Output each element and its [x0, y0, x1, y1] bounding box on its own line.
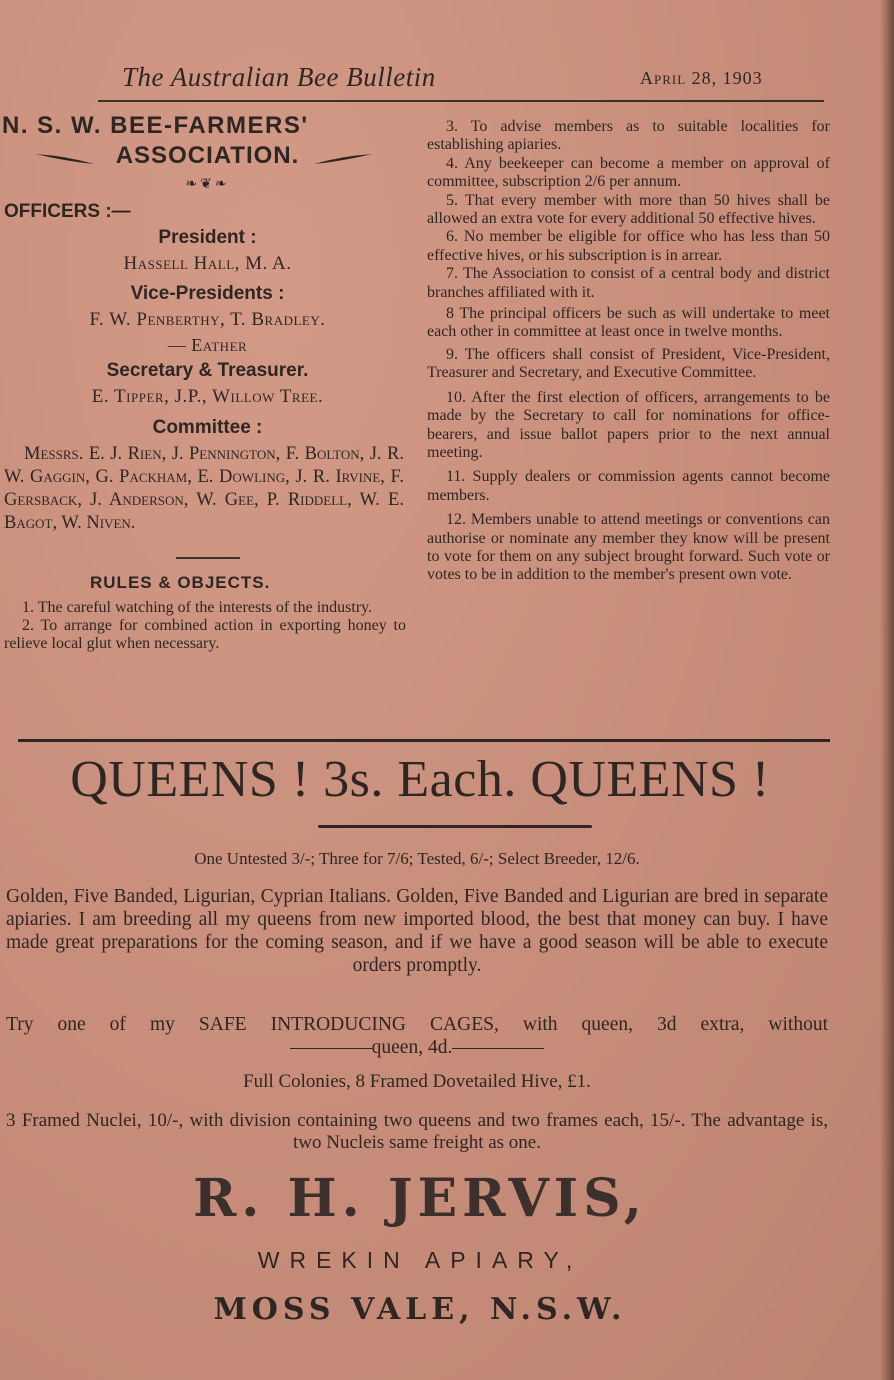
secretary-name: E. Tipper, J.P., Willow Tree.	[91, 386, 324, 407]
secretary-heading: Secretary & Treasurer.	[106, 360, 309, 381]
rule-item: 2. To arrange for combined action in exporting honey to relieve local glut when necessary.	[4, 617, 406, 652]
rule-item: 8 The principal officers be such as will undertake to meet each other in committee at least once in twelve months.	[427, 305, 830, 341]
association-column	[0, 112, 415, 653]
header-rule	[98, 100, 824, 102]
advert-cages-block	[6, 1013, 828, 1059]
advert-headline: QUEENS ! 3s. Each. QUEENS !	[70, 751, 770, 808]
association-name-line2: ASSOCIATION.	[115, 142, 300, 169]
advert-cages-end-text: queen, 4d.	[371, 1037, 453, 1058]
president-heading: President :	[158, 227, 257, 248]
section-divider	[176, 557, 240, 559]
vice-presidents-names: F. W. Penberthy, T. Bradley.	[89, 309, 326, 330]
rule-item: 6. No member be eligible for office who has less than 50 effective hives, or his subscription is in arrear.	[427, 228, 830, 264]
right-swoosh-ornament	[312, 152, 372, 166]
rule-item: 11. Supply dealers or commission agents cannot become members.	[427, 468, 830, 504]
page-header	[0, 60, 894, 100]
right-dash	[452, 1048, 544, 1049]
officers-heading: OFFICERS :—	[4, 201, 131, 222]
rule-item: 3. To advise members as to suitable localities for establishing apiaries.	[427, 118, 830, 154]
seller-location: MOSS VALE, N.S.W.	[213, 1292, 627, 1327]
rule-item: 12. Members unable to attend meetings or conventions can authorise or nominate any member they know will be present to vote for them on any subject brought forward. Such vote or votes to be in addition to the member's present own vote.	[427, 511, 830, 584]
headline-underline	[318, 825, 592, 828]
vice-president-extra: — Eather	[167, 335, 248, 355]
rules-heading: RULES & OBJECTS.	[90, 573, 271, 592]
rule-item: 1. The careful watching of the interests of the industry.	[22, 599, 373, 616]
rule-item: 4. Any beekeeper can become a member on approval of committee, subscription 2/6 per annum.	[427, 154, 830, 191]
apiary-name: WREKIN APIARY,	[257, 1247, 583, 1273]
rule-item: 5. That every member with more than 50 hives shall be allowed an extra vote for every additional 50 effective hives.	[427, 191, 830, 228]
advert-colonies: Full Colonies, 8 Framed Dovetailed Hive, £1.	[243, 1071, 591, 1092]
association-name-line2-block	[0, 140, 415, 174]
advert-prices: One Untested 3/-; Three for 7/6; Tested, 6/-; Select Breeder, 12/6.	[194, 849, 640, 868]
president-name: Hassell Hall, M. A.	[123, 253, 292, 274]
seller-name: R. H. JERVIS,	[193, 1168, 647, 1229]
advert-cages-end	[6, 1036, 828, 1059]
rule-item: 7. The Association to consist of a central body and district branches affiliated with it.	[427, 265, 830, 301]
advert-cages: Try one of my SAFE INTRODUCING CAGES, with queen, 3d extra, without	[6, 1014, 828, 1035]
committee-heading: Committee :	[152, 417, 263, 438]
issue-date: April 28, 1903	[640, 68, 763, 88]
page-edge-shadow	[880, 0, 894, 1380]
rules-right-list	[427, 118, 830, 585]
rule-item: 10. After the first election of officers, arrangements to be made by the Secretary to call for nominations for office-bearers, and issue ballot papers prior to the next annual meeting.	[427, 388, 830, 461]
advert-breeds: Golden, Five Banded, Ligurian, Cyprian Italians. Golden, Five Banded and Ligurian are bred in separate apiaries. I am breeding all my queens from new imported blood, the best that money can buy. I have made great preparations for the coming season, and if we have a good season will be able to execute orders promptly.	[6, 886, 828, 976]
advert-nuclei: 3 Framed Nuclei, 10/-, with division containing two queens and two frames each, 15/-. The advantage is, two Nucleis same freight as one.	[6, 1110, 828, 1153]
advert-top-rule	[18, 739, 830, 742]
publication-title: The Australian Bee Bulletin	[122, 62, 436, 92]
committee-members: Messrs. E. J. Rien, J. Pennington, F. Bolton, J. R. W. Gaggin, G. Packham, E. Dowling, J. R. Irvine, F. Gersback, J. Anderson, W. Gee, P. Riddell, W. E. Bagot, W. Niven.	[4, 444, 404, 533]
association-name-line1: N. S. W. BEE-FARMERS'	[2, 112, 309, 139]
rules-left-list	[4, 599, 406, 653]
left-swoosh-ornament	[36, 152, 96, 166]
vice-presidents-heading: Vice-Presidents :	[130, 283, 285, 304]
rule-item: 9. The officers shall consist of President, Vice-President, Treasurer and Secretary, and Executive Committee.	[427, 345, 830, 382]
decorative-ornament-icon: ❧❦❧	[185, 177, 230, 192]
left-dash	[290, 1048, 372, 1049]
